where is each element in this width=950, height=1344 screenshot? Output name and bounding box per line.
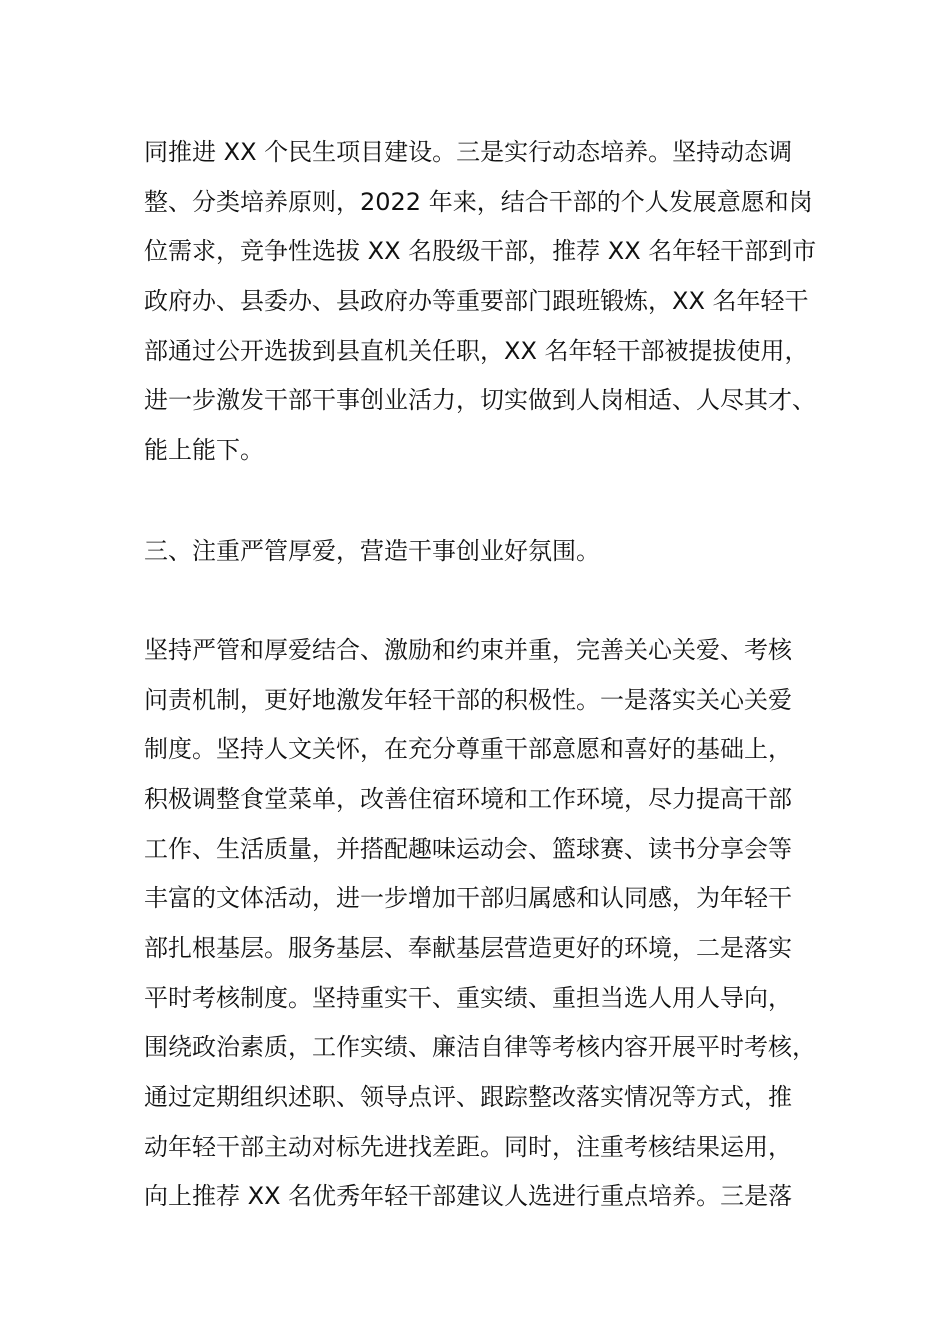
body-text-line: 丰富的文体活动，进一步增加干部归属感和认同感，为年轻干 [144,884,792,912]
body-text-line: 能上能下。 [144,436,264,464]
body-text-line: 坚持严管和厚爱结合、激励和约束并重，完善关心关爱、考核 [144,636,792,664]
body-text-line: 部扎根基层。服务基层、奉献基层营造更好的环境，二是落实 [144,934,792,962]
body-text-line: 动年轻干部主动对标先进找差距。同时，注重考核结果运用， [144,1133,792,1161]
body-text-line: 位需求，竞争性选拔 XX 名股级干部，推荐 XX 名年轻干部到市 [144,237,817,265]
body-text-line: 制度。坚持人文关怀，在充分尊重干部意愿和喜好的基础上， [144,735,792,763]
body-text-line: 通过定期组织述职、领导点评、跟踪整改落实情况等方式，推 [144,1083,792,1111]
section-heading: 三、注重严管厚爱，营造干事创业好氛围。 [144,537,600,565]
body-text-line: 围绕政治素质，工作实绩、廉洁自律等考核内容开展平时考核， [144,1033,816,1061]
body-text-line: 进一步激发干部干事创业活力，切实做到人岗相适、人尽其才、 [144,386,816,414]
body-text-line: 整、分类培养原则，2022 年来，结合干部的个人发展意愿和岗 [144,188,813,216]
body-text-line: 政府办、县委办、县政府办等重要部门跟班锻炼，XX 名年轻干 [144,287,809,315]
body-text-line: 问责机制，更好地激发年轻干部的积极性。一是落实关心关爱 [144,686,792,714]
body-text-line: 平时考核制度。坚持重实干、重实绩、重担当选人用人导向， [144,984,792,1012]
body-text-line: 工作、生活质量，并搭配趣味运动会、篮球赛、读书分享会等 [144,835,792,863]
body-text-line: 部通过公开选拔到县直机关任职，XX 名年轻干部被提拔使用， [144,337,809,365]
body-text-line: 向上推荐 XX 名优秀年轻干部建议人选进行重点培养。三是落 [144,1182,793,1210]
body-text-line: 同推进 XX 个民生项目建设。三是实行动态培养。坚持动态调 [144,138,793,166]
body-text-line: 积极调整食堂菜单，改善住宿环境和工作环境，尽力提高干部 [144,785,792,813]
